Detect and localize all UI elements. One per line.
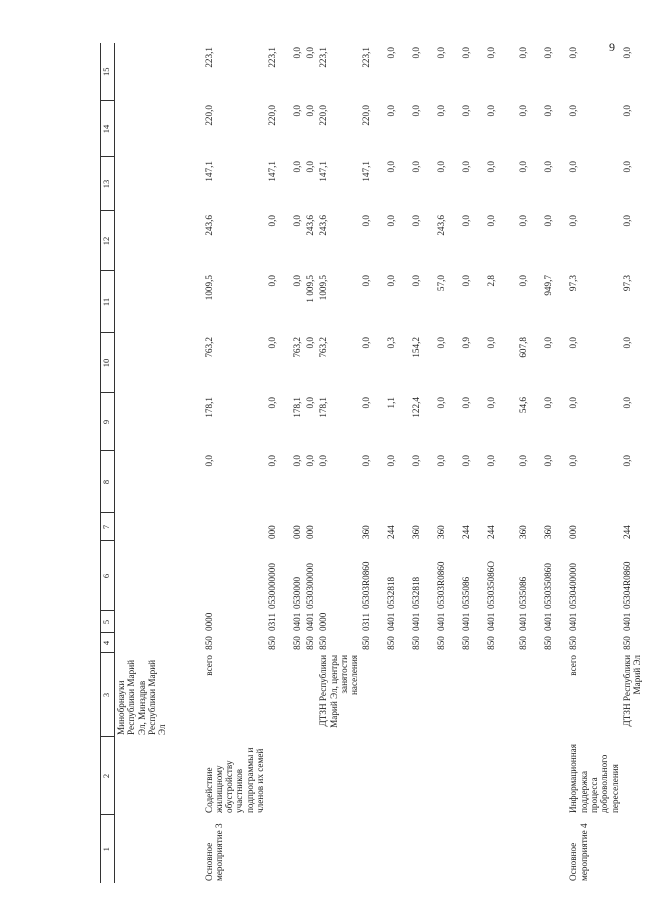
cell-col-15: 0,0 — [436, 47, 447, 59]
cell-col-9: 0,0 — [568, 397, 579, 409]
cell-col-5: 0401 — [461, 612, 472, 631]
table-row — [517, 43, 542, 883]
cell-col-5: 0311 — [267, 612, 278, 631]
cell-col-7: 244 — [621, 525, 632, 539]
cell-col-14: 220,0 — [267, 105, 278, 126]
cell-col-10: 0,9 — [461, 337, 472, 349]
cell-col-10: 0,0 — [305, 337, 316, 349]
cell-col-11: 0,0 — [267, 275, 278, 287]
table-row — [621, 43, 663, 883]
cell-col-13: 0,0 — [518, 161, 529, 173]
cell-col-12: 0,0 — [568, 215, 579, 227]
cell-col-2 — [517, 737, 542, 815]
cell-col-3 — [360, 653, 385, 737]
cell-col-1 — [435, 815, 460, 883]
cell-col-8: 0,0 — [203, 455, 214, 467]
cell-col-14: 0,0 — [436, 105, 447, 117]
cell-col-14: 0,0 — [386, 105, 397, 117]
table-row — [291, 43, 304, 883]
cell-col-4: 850 — [486, 636, 497, 650]
cell-col-15: 223,1 — [318, 47, 329, 68]
cell-col-1: Основное мероприятие 4 — [568, 823, 589, 881]
cell-col-15: 0,0 — [461, 47, 472, 59]
cell-col-10: 0,0 — [361, 337, 372, 349]
cell-col-11: 0,0 — [361, 275, 372, 287]
cell-col-12: 243,6 — [305, 215, 316, 236]
cell-col-10: 763,2 — [318, 337, 329, 358]
cell-col-2 — [435, 737, 460, 815]
cell-col-12: 0,0 — [361, 215, 372, 227]
cell-col-7: 000 — [568, 525, 579, 539]
cell-col-2: Содействие жилищному обустройству участников подпрограммы и членов их семей — [203, 747, 265, 813]
cell-col-2 — [266, 737, 291, 815]
cell-col-8: 0,0 — [568, 455, 579, 467]
cell-col-13: 0,0 — [411, 161, 422, 173]
cell-col-1 — [485, 815, 517, 883]
cell-col-4: 850 — [436, 636, 447, 650]
cell-col-11: 1009,5 — [318, 275, 329, 301]
cell-col-12: 0,0 — [386, 215, 397, 227]
cell-col-9: 0,0 — [267, 397, 278, 409]
column-header: 6 — [101, 541, 115, 611]
cell-col-9: 0,0 — [361, 397, 372, 409]
cell-col-14: 0,0 — [292, 105, 303, 117]
cell-col-4: 850 — [568, 636, 579, 650]
cell-col-12: 0,0 — [267, 215, 278, 227]
cell-col-7: 360 — [361, 525, 372, 539]
column-header: 11 — [101, 271, 115, 333]
cell-col-4: 850 — [318, 636, 329, 650]
cell-col-1 — [542, 815, 567, 883]
table-row — [317, 43, 360, 883]
cell-col-3 — [291, 653, 304, 737]
cell-col-2 — [304, 737, 317, 815]
cell-col-8: 0,0 — [386, 455, 397, 467]
cell-col-13: 147,1 — [318, 161, 329, 182]
cell-col-9: 0,0 — [461, 397, 472, 409]
cell-col-5: 0401 — [436, 612, 447, 631]
cell-col-13: 0,0 — [543, 161, 554, 173]
cell-col-4: 850 — [621, 636, 632, 650]
cell-col-12: 0,0 — [543, 215, 554, 227]
cell-col-15: 223,1 — [203, 47, 214, 68]
cell-col-13: 147,1 — [203, 161, 214, 182]
continuation-row — [115, 43, 203, 883]
cell-col-5: 0401 — [386, 612, 397, 631]
cell-col-4: 850 — [461, 636, 472, 650]
cell-col-1 — [517, 815, 542, 883]
cell-col-7: 360 — [518, 525, 529, 539]
column-header: 7 — [101, 513, 115, 541]
cell-col-15: 0,0 — [518, 47, 529, 59]
cell-col-11: 949,7 — [543, 275, 554, 296]
cell-col-10: 0,0 — [486, 337, 497, 349]
table-row — [485, 43, 517, 883]
column-header: 10 — [101, 333, 115, 393]
cell-col-8: 0,0 — [361, 455, 372, 467]
cell-col-4: 850 — [305, 636, 316, 650]
cell-col-13: 0,0 — [386, 161, 397, 173]
cell-col-10: 763,2 — [292, 337, 303, 358]
cell-col-14: 0,0 — [568, 105, 579, 117]
cell-col-13: 0,0 — [486, 161, 497, 173]
cell-col-9: 0,0 — [543, 397, 554, 409]
cell-col-5: 0401 — [568, 612, 579, 631]
cell-col-9: 1,1 — [386, 397, 397, 409]
cell-col-6: 0530000000 — [267, 563, 278, 609]
cell-col-4: 850 — [411, 636, 422, 650]
column-header: 4 — [101, 633, 115, 653]
cell-col-13: 0,0 — [621, 161, 632, 173]
cell-col-8: 0,0 — [486, 455, 497, 467]
cell-col-5: 0401 — [621, 612, 632, 631]
cell-col-5: 0401 — [411, 612, 422, 631]
cell-col-6: 0532818 — [411, 576, 422, 609]
cell-col-5: 0000 — [203, 612, 214, 631]
column-header: 3 — [101, 653, 115, 737]
cell-col-15: 223,1 — [361, 47, 372, 68]
cell-col-15: 0,0 — [292, 47, 303, 59]
cell-col-5: 0401 — [518, 612, 529, 631]
cell-col-2 — [542, 737, 567, 815]
cell-col-6 — [203, 541, 267, 611]
cell-col-11: 0,0 — [386, 275, 397, 287]
cell-col-12: 0,0 — [461, 215, 472, 227]
cell-col-10: 154,2 — [411, 337, 422, 358]
column-header: 8 — [101, 451, 115, 513]
cell-col-14: 220,0 — [203, 105, 214, 126]
cell-col-7: 000 — [305, 525, 316, 539]
cell-col-6: 0535086 — [461, 576, 472, 609]
cell-col-1: Основное мероприятие 3 — [203, 823, 224, 881]
cell-col-9: 0,0 — [436, 397, 447, 409]
cell-col-6: 0530000 — [292, 576, 303, 609]
column-header: 14 — [101, 101, 115, 157]
cell-col-7: 244 — [461, 525, 472, 539]
cell-col-15: 223,1 — [267, 47, 278, 68]
cell-col-1 — [410, 815, 435, 883]
cell-col-8: 0,0 — [621, 455, 632, 467]
table-row — [460, 43, 485, 883]
cell-col-2 — [360, 737, 385, 815]
cell-col-7: 244 — [386, 525, 397, 539]
cell-col-3: ДТЗН Республики Марий Эл, центры занятости населения — [318, 655, 360, 728]
cell-col-4: 850 — [518, 636, 529, 650]
cell-col-8: 0,0 — [411, 455, 422, 467]
cell-col-11: 0,0 — [292, 275, 303, 287]
cell-col-2: Информационная поддержка процесса добровольного переселения — [568, 744, 620, 813]
table-row — [542, 43, 567, 883]
cell-col-11: 0,0 — [518, 275, 529, 287]
cell-col-4: 850 — [361, 636, 372, 650]
column-header: 12 — [101, 211, 115, 271]
cell-col-10: 0,0 — [436, 337, 447, 349]
cell-col-2 — [410, 737, 435, 815]
cell-col-9: 0,0 — [305, 397, 316, 409]
responsible-cell: Минобрнауки Республики Марий Эл, Минздрав Республики Марий Эл — [116, 659, 168, 735]
column-header: 15 — [101, 43, 115, 101]
cell-col-12: 243,6 — [436, 215, 447, 236]
cell-col-13: 0,0 — [461, 161, 472, 173]
cell-col-15: 0,0 — [621, 47, 632, 59]
cell-col-14: 0,0 — [486, 105, 497, 117]
cell-col-5: 0311 — [361, 612, 372, 631]
cell-col-4: 850 — [267, 636, 278, 650]
column-header: 2 — [101, 737, 115, 815]
cell-col-10: 0,0 — [621, 337, 632, 349]
cell-col-13: 147,1 — [267, 161, 278, 182]
cell-col-9: 178,1 — [203, 397, 214, 418]
cell-col-6: 0530350860 — [543, 563, 554, 609]
cell-col-8: 0,0 — [461, 455, 472, 467]
cell-col-7 — [317, 513, 360, 541]
cell-col-6: 05303R0860 — [361, 561, 372, 609]
cell-col-7: 000 — [292, 525, 303, 539]
cell-col-6: 0530300000 — [305, 563, 316, 609]
rotated-table-wrapper — [100, 43, 643, 883]
cell-col-8: 0,0 — [543, 455, 554, 467]
cell-col-5: 0401 — [543, 612, 554, 631]
cell-col-9: 122,4 — [411, 397, 422, 418]
cell-col-4: 850 — [543, 636, 554, 650]
column-header: 5 — [101, 611, 115, 633]
cell-col-1 — [266, 815, 291, 883]
cell-col-3 — [542, 653, 567, 737]
cell-col-4: 850 — [386, 636, 397, 650]
cell-col-15: 0,0 — [543, 47, 554, 59]
cell-col-8: 0,0 — [292, 455, 303, 467]
cell-col-3 — [304, 653, 317, 737]
cell-col-2 — [460, 737, 485, 815]
cell-col-5: 0401 — [292, 612, 303, 631]
cell-col-4: 850 — [292, 636, 303, 650]
cell-col-11: 97,3 — [568, 275, 579, 292]
cell-col-5: 0401 — [305, 612, 316, 631]
cell-col-14: 0,0 — [543, 105, 554, 117]
cell-col-15: 0,0 — [305, 47, 316, 59]
cell-col-12: 243,6 — [318, 215, 329, 236]
cell-col-6: 05304R0860 — [621, 561, 632, 609]
cell-col-3: ДТЗН Республики Марий Эл — [621, 655, 643, 727]
header-row — [101, 43, 115, 883]
column-header: 13 — [101, 157, 115, 211]
table-row — [304, 43, 317, 883]
cell-col-15: 0,0 — [411, 47, 422, 59]
cell-col-10: 0,0 — [543, 337, 554, 349]
cell-col-14: 0,0 — [411, 105, 422, 117]
cell-col-2 — [385, 737, 410, 815]
cell-col-1 — [291, 815, 304, 883]
table-row — [435, 43, 460, 883]
cell-col-2 — [317, 737, 360, 815]
cell-col-15: 0,0 — [386, 47, 397, 59]
cell-col-14: 0,0 — [305, 105, 316, 117]
cell-col-11: 2,8 — [486, 275, 497, 287]
cell-col-5: 0000 — [318, 612, 329, 631]
cell-col-5: 0401 — [486, 612, 497, 631]
cell-col-14: 220,0 — [361, 105, 372, 126]
cell-col-7 — [203, 513, 267, 541]
cell-col-2 — [621, 737, 663, 815]
cell-col-9: 54,6 — [518, 397, 529, 414]
cell-col-1 — [460, 815, 485, 883]
cell-col-8: 0,0 — [318, 455, 329, 467]
cell-col-3: всего — [568, 655, 579, 676]
cell-col-13: 0,0 — [292, 161, 303, 173]
cell-col-8: 0,0 — [518, 455, 529, 467]
cell-col-14: 220,0 — [318, 105, 329, 126]
cell-col-9: 178,1 — [292, 397, 303, 418]
cell-col-13: 0,0 — [568, 161, 579, 173]
table-row — [203, 43, 267, 883]
cell-col-1 — [304, 815, 317, 883]
table-body — [115, 43, 663, 883]
cell-col-14: 0,0 — [461, 105, 472, 117]
cell-col-3: всего — [203, 655, 214, 676]
cell-col-3 — [517, 653, 542, 737]
cell-col-2 — [291, 737, 304, 815]
cell-col-6: 0530400000 — [568, 563, 579, 609]
cell-col-10: 0,0 — [568, 337, 579, 349]
cell-col-14: 0,0 — [518, 105, 529, 117]
cell-col-1 — [317, 815, 360, 883]
cell-col-9: 0,0 — [486, 397, 497, 409]
table-row — [360, 43, 385, 883]
cell-col-13: 0,0 — [305, 161, 316, 173]
cell-col-10: 0,0 — [267, 337, 278, 349]
cell-col-7: 360 — [543, 525, 554, 539]
cell-col-11: 1009,5 — [203, 275, 214, 301]
cell-col-14: 0,0 — [621, 105, 632, 117]
cell-col-1 — [360, 815, 385, 883]
cell-col-1 — [385, 815, 410, 883]
cell-col-6: 0532818 — [386, 576, 397, 609]
cell-col-4: 850 — [203, 636, 214, 650]
cell-col-7: 360 — [436, 525, 447, 539]
cell-col-13: 0,0 — [436, 161, 447, 173]
cell-col-3 — [435, 653, 460, 737]
cell-col-9: 178,1 — [318, 397, 329, 418]
cell-col-8: 0,0 — [267, 455, 278, 467]
cell-col-12: 0,0 — [411, 215, 422, 227]
cell-col-3 — [485, 653, 517, 737]
cell-col-3 — [460, 653, 485, 737]
cell-col-10: 763,2 — [203, 337, 214, 358]
cell-col-15: 0,0 — [486, 47, 497, 59]
cell-col-6 — [317, 541, 360, 611]
cell-col-10: 607,8 — [518, 337, 529, 358]
cell-col-11: 0,0 — [461, 275, 472, 287]
column-header: 1 — [101, 815, 115, 883]
cell-col-3 — [266, 653, 291, 737]
cell-col-6: 0535086 — [518, 576, 529, 609]
cell-col-7: 000 — [267, 525, 278, 539]
cell-col-11: 0,0 — [411, 275, 422, 287]
cell-col-12: 0,0 — [292, 215, 303, 227]
cell-col-3 — [385, 653, 410, 737]
column-header: 9 — [101, 393, 115, 451]
page-number: 9 — [609, 40, 615, 54]
cell-col-15: 0,0 — [568, 47, 579, 59]
table-row — [385, 43, 410, 883]
table-row — [410, 43, 435, 883]
cell-col-11: 57,0 — [436, 275, 447, 292]
cell-col-8: 0,0 — [436, 455, 447, 467]
cell-col-10: 0,3 — [386, 337, 397, 349]
cell-col-12: 0,0 — [621, 215, 632, 227]
cell-col-8: 0,0 — [305, 455, 316, 467]
cell-col-7: 360 — [411, 525, 422, 539]
cell-col-1 — [621, 815, 663, 883]
budget-table — [100, 43, 663, 883]
cell-col-12: 243,6 — [203, 215, 214, 236]
table-row — [567, 43, 620, 883]
cell-col-12: 0,0 — [486, 215, 497, 227]
cell-col-13: 147,1 — [361, 161, 372, 182]
cell-col-6: 053035086О — [486, 561, 497, 609]
cell-col-11: 1 009,5 — [305, 275, 316, 303]
cell-col-7: 244 — [486, 525, 497, 539]
cell-col-6: 05303R0860 — [436, 561, 447, 609]
table-row — [266, 43, 291, 883]
cell-col-9: 0,0 — [621, 397, 632, 409]
cell-col-3 — [410, 653, 435, 737]
cell-col-11: 97,3 — [621, 275, 632, 292]
cell-col-12: 0,0 — [518, 215, 529, 227]
cell-col-2 — [485, 737, 517, 815]
